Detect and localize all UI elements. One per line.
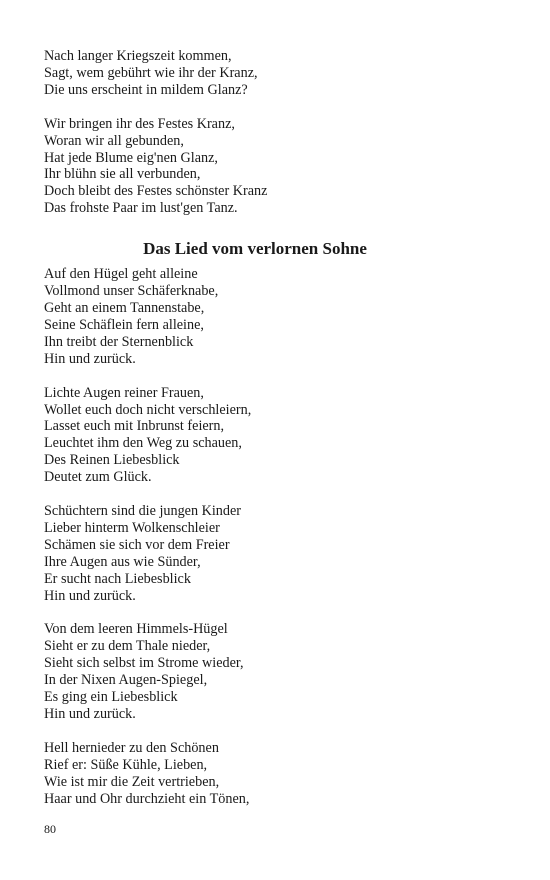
stanza <box>44 740 514 808</box>
verse-line: Sieht er zu dem Thale nieder, <box>44 638 211 655</box>
verse-line: Hin und zurück. <box>44 587 136 604</box>
verse-line: Ihre Augen aus wie Sünder, <box>44 553 201 570</box>
page-content <box>44 48 514 825</box>
stanza <box>44 385 514 486</box>
verse-line: Sieht sich selbst im Strome wieder, <box>44 655 244 672</box>
verse-line: Lieber hinterm Wolkenschleier <box>44 519 220 536</box>
verse-line: Die uns erscheint in mildem Glanz? <box>44 81 248 98</box>
verse-line: Auf den Hügel geht alleine <box>44 266 198 283</box>
verse-line: Sagt, wem gebührt wie ihr der Kranz, <box>44 64 258 81</box>
verse-line: Schüchtern sind die jungen Kinder <box>44 503 242 520</box>
verse-line: Vollmond unser Schäferknabe, <box>44 283 219 300</box>
stanza <box>44 266 514 367</box>
verse-line: Lasset euch mit Inbrunst feiern, <box>44 418 225 435</box>
verse-line: Ihn treibt der Sternenblick <box>44 333 194 350</box>
verse-line: Es ging ein Liebesblick <box>44 689 178 706</box>
verse-line: Wollet euch doch nicht verschleiern, <box>44 401 252 418</box>
verse-line: Geht an einem Tannenstabe, <box>44 299 205 316</box>
stanza <box>44 48 514 99</box>
verse-line: Wie ist mir die Zeit vertrieben, <box>44 773 220 790</box>
stanza <box>44 116 514 217</box>
stanza <box>44 503 514 604</box>
verse-line: Seine Schäflein fern alleine, <box>44 316 204 333</box>
verse-line: Von dem leeren Himmels-Hügel <box>44 621 228 638</box>
verse-line: Doch bleibt des Festes schönster Kranz <box>44 183 268 200</box>
verse-line: Nach langer Kriegszeit kommen, <box>44 48 232 64</box>
poem-title: Das Lied vom verlornen Sohne <box>143 239 367 259</box>
verse-line: Rief er: Süße Kühle, Lieben, <box>44 756 208 773</box>
verse-line: Deutet zum Glück. <box>44 469 152 486</box>
verse-line: Das frohste Paar im lust'gen Tanz. <box>44 200 238 217</box>
verse-line: Hell hernieder zu den Schönen <box>44 739 219 756</box>
verse-line: Wir bringen ihr des Festes Kranz, <box>44 115 235 132</box>
poem-body <box>44 266 514 807</box>
verse-line: Woran wir all gebunden, <box>44 132 184 149</box>
verse-line: Hin und zurück. <box>44 706 136 722</box>
page-number: 80 <box>44 822 56 836</box>
verse-line: Hin und zurück. <box>44 350 136 367</box>
verse-line: Des Reinen Liebesblick <box>44 452 180 469</box>
verse-line: Schämen sie sich vor dem Freier <box>44 536 230 553</box>
verse-line: Hat jede Blume eig'nen Glanz, <box>44 149 218 166</box>
verse-line: In der Nixen Augen-Spiegel, <box>44 672 208 689</box>
verse-line: Lichte Augen reiner Frauen, <box>44 384 204 401</box>
poem-ending <box>44 48 514 217</box>
stanza <box>44 621 514 722</box>
verse-line: Haar und Ohr durchzieht ein Tönen, <box>44 790 250 807</box>
verse-line: Leuchtet ihm den Weg zu schauen, <box>44 435 242 452</box>
verse-line: Er sucht nach Liebesblick <box>44 570 191 587</box>
verse-line: Ihr blühn sie all verbunden, <box>44 166 201 183</box>
